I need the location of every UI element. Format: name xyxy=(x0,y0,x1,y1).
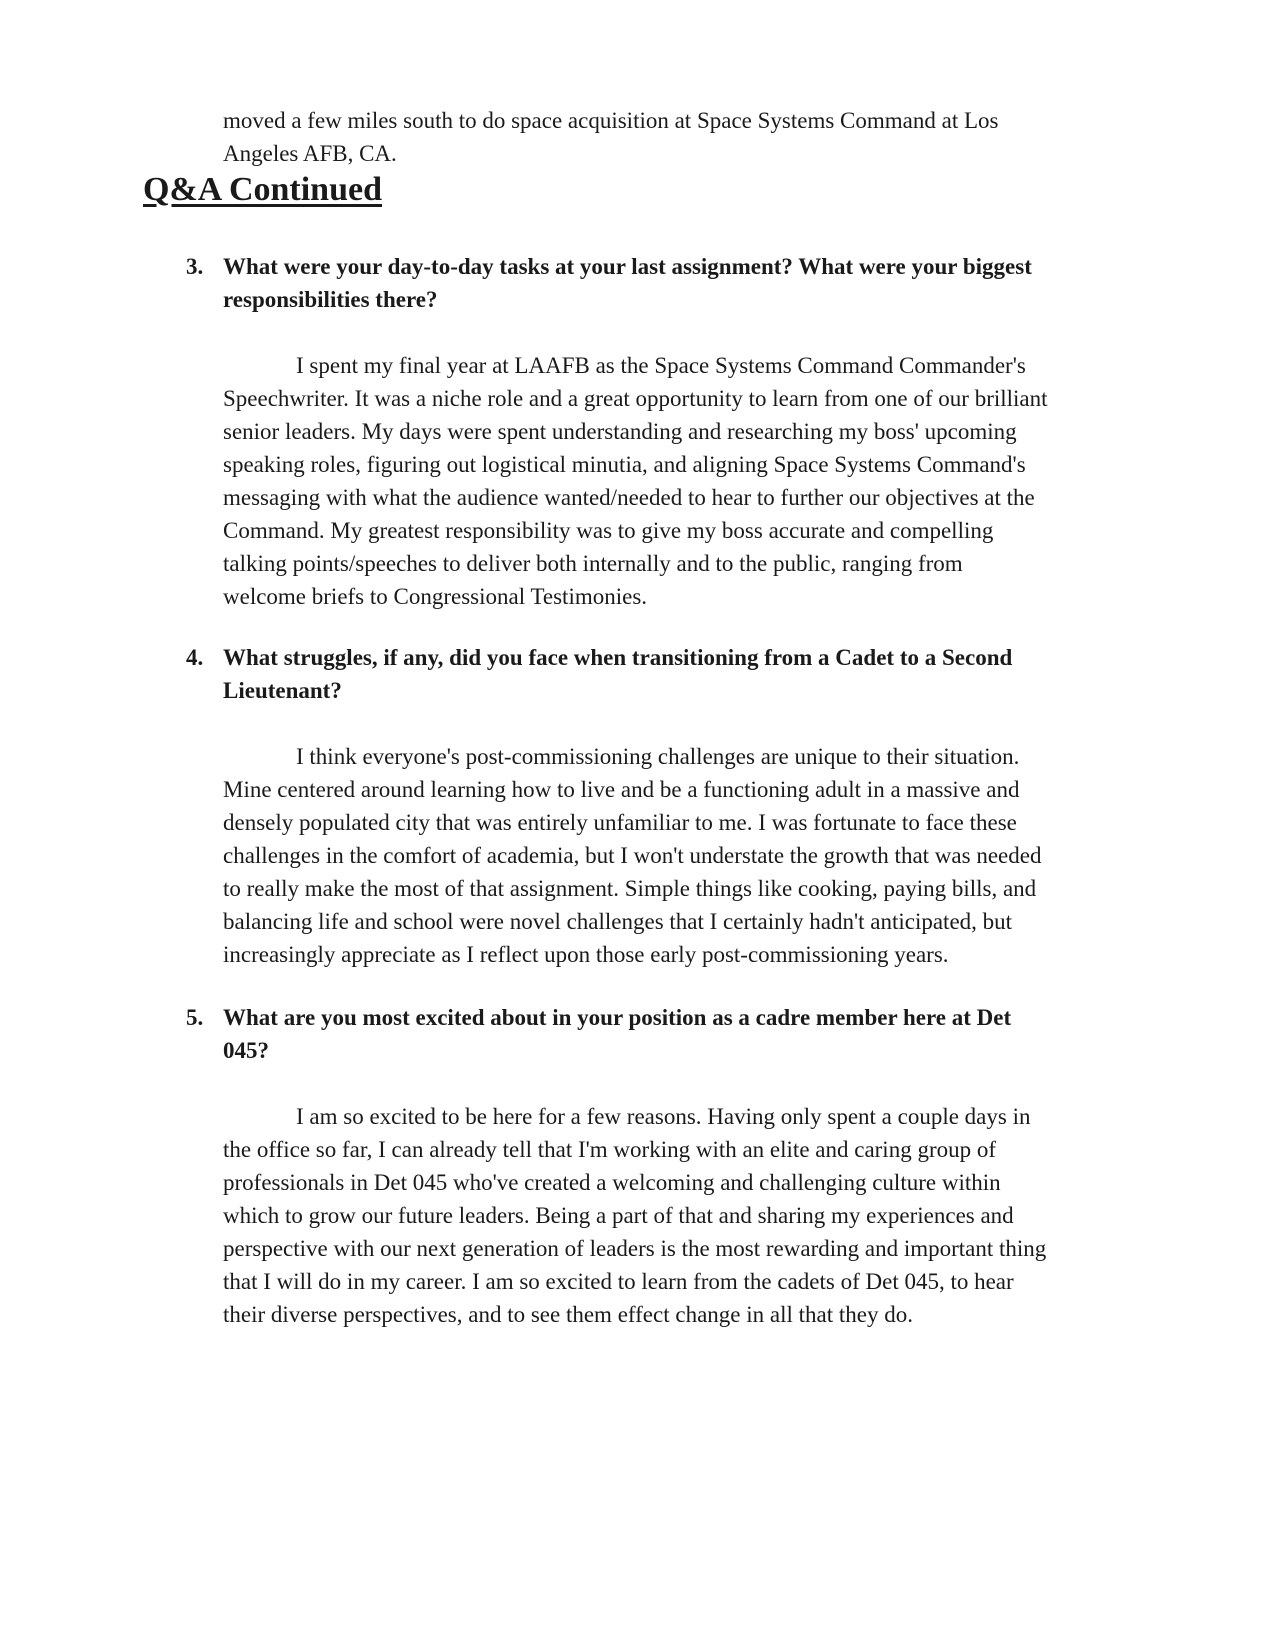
answer-text-line: Command. My greatest responsibility was to give my boss accurate and compelling xyxy=(223,518,994,543)
intro-text-line: moved a few miles south to do space acquisition at Space Systems Command at Los xyxy=(223,108,999,133)
answer-text-line: professionals in Det 045 who've created a welcoming and challenging culture within xyxy=(223,1170,1001,1195)
section-heading: Q&A Continued xyxy=(143,171,382,208)
answer-text-line: the office so far, I can already tell that I'm working with an elite and caring group of xyxy=(223,1137,997,1162)
answer-text-line: messaging with what the audience wanted/needed to hear to further our objectives at the xyxy=(223,485,1035,510)
answer-text-line: senior leaders. My days were spent understanding and researching my boss' upcoming xyxy=(223,419,1017,444)
answer-text-line: speaking roles, figuring out logistical minutia, and aligning Space Systems Command's xyxy=(223,452,1026,477)
question-text-line: Lieutenant? xyxy=(223,678,342,703)
answer-text-line: talking points/speeches to deliver both internally and to the public, ranging from xyxy=(223,551,963,576)
question-number: 3. xyxy=(186,254,204,279)
answer-text-line: challenges in the comfort of academia, but I won't understate the growth that was needed xyxy=(223,843,1042,868)
answer-text-line: that I will do in my career. I am so excited to learn from the cadets of Det 045, to hear xyxy=(223,1269,1014,1294)
answer-text-line: increasingly appreciate as I reflect upon those early post-commissioning years. xyxy=(223,942,949,967)
answer-text-line: Speechwriter. It was a niche role and a great opportunity to learn from one of our brilliant xyxy=(223,386,1048,411)
question-text-line: What were your day-to-day tasks at your last assignment? What were your biggest xyxy=(223,254,1032,279)
answer-text-line: balancing life and school were novel challenges that I certainly hadn't anticipated, but xyxy=(223,909,1013,934)
answer-text-line: Mine centered around learning how to live and be a functioning adult in a massive and xyxy=(223,777,1020,802)
question-text-line: What are you most excited about in your position as a cadre member here at Det xyxy=(223,1005,1012,1030)
question-number: 4. xyxy=(186,645,204,670)
answer-text-line: their diverse perspectives, and to see them effect change in all that they do. xyxy=(223,1302,913,1327)
answer-text-line: I spent my final year at LAAFB as the Space Systems Command Commander's xyxy=(296,353,1026,378)
intro-text-line: Angeles AFB, CA. xyxy=(223,141,397,166)
question-text-line: What struggles, if any, did you face when transitioning from a Cadet to a Second xyxy=(223,645,1013,670)
answer-text-line: to really make the most of that assignment. Simple things like cooking, paying bills, and xyxy=(223,876,1037,901)
question-text-line: 045? xyxy=(223,1038,269,1063)
answer-text-line: perspective with our next generation of leaders is the most rewarding and important thing xyxy=(223,1236,1047,1261)
answer-text-line: which to grow our future leaders. Being a part of that and sharing my experiences and xyxy=(223,1203,1014,1228)
question-text-line: responsibilities there? xyxy=(223,287,438,312)
answer-text-line: welcome briefs to Congressional Testimonies. xyxy=(223,584,648,609)
question-number: 5. xyxy=(186,1005,204,1030)
answer-text-line: densely populated city that was entirely unfamiliar to me. I was fortunate to face these xyxy=(223,810,1017,835)
answer-text-line: I think everyone's post-commissioning challenges are unique to their situation. xyxy=(296,744,1020,769)
answer-text-line: I am so excited to be here for a few reasons. Having only spent a couple days in xyxy=(296,1104,1031,1129)
